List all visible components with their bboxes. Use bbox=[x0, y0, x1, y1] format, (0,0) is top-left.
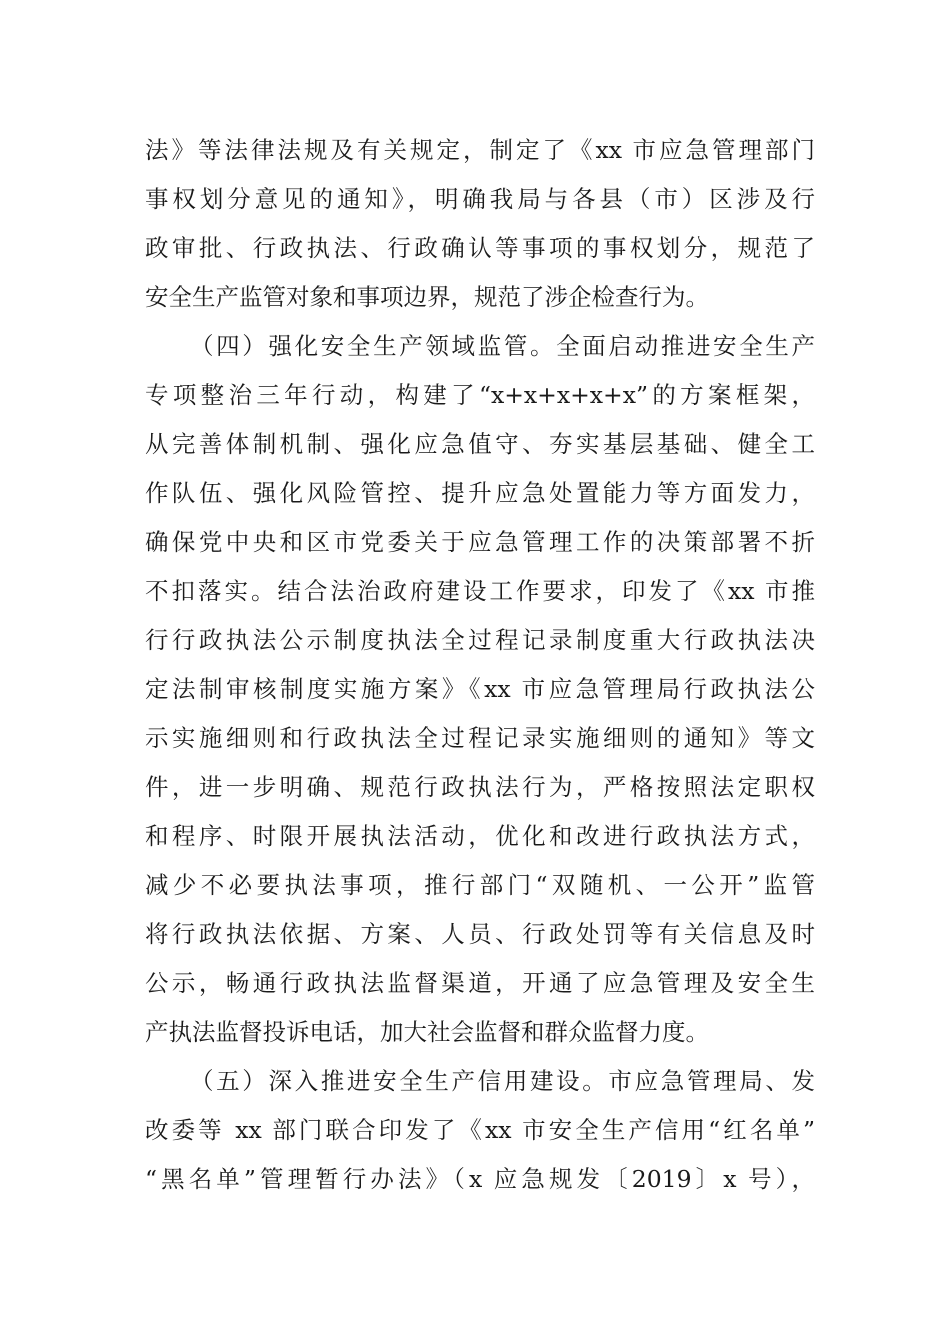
text-line: 作队伍、强化风险管控、提升应急处置能力等方面发力， bbox=[145, 479, 815, 507]
text-line: “黑名单”管理暂行办法》（x 应急规发〔2019〕x 号）， bbox=[145, 1165, 815, 1193]
text-line: 确保党中央和区市党委关于应急管理工作的决策部署不折 bbox=[145, 528, 815, 556]
text-line: 和程序、时限开展执法活动，优化和改进行政执法方式， bbox=[145, 822, 815, 850]
text-line: 安全生产监管对象和事项边界，规范了涉企检查行为。 bbox=[145, 283, 709, 311]
text-line: 法》等法律法规及有关规定，制定了《xx 市应急管理部门 bbox=[145, 136, 815, 164]
text-line: 产执法监督投诉电话，加大社会监督和群众监督力度。 bbox=[145, 1018, 709, 1046]
text-line: 政审批、行政执法、行政确认等事项的事权划分，规范了 bbox=[145, 234, 815, 262]
text-line: 示实施细则和行政执法全过程记录实施细则的通知》等文 bbox=[145, 724, 815, 752]
text-line: 将行政执法依据、方案、人员、行政处罚等有关信息及时 bbox=[145, 920, 815, 948]
text-line: 公示，畅通行政执法监督渠道，开通了应急管理及安全生 bbox=[145, 969, 815, 997]
text-line: 从完善体制机制、强化应急值守、夯实基层基础、健全工 bbox=[145, 430, 815, 458]
text-line: 专项整治三年行动，构建了“x+x+x+x+x”的方案框架， bbox=[145, 381, 815, 409]
text-line: 定法制审核制度实施方案》《xx 市应急管理局行政执法公 bbox=[145, 675, 815, 703]
text-line: 减少不必要执法事项，推行部门“双随机、一公开”监管 bbox=[145, 871, 815, 899]
text-line: 改委等 xx 部门联合印发了《xx 市安全生产信用“红名单” bbox=[145, 1116, 815, 1144]
text-line: 行行政执法公示制度执法全过程记录制度重大行政执法决 bbox=[145, 626, 815, 654]
text-line: 件，进一步明确、规范行政执法行为，严格按照法定职权 bbox=[145, 773, 815, 801]
paragraph-start-line: （五）深入推进安全生产信用建设。市应急管理局、发 bbox=[190, 1067, 815, 1095]
text-line: 不扣落实。结合法治政府建设工作要求，印发了《xx 市推 bbox=[145, 577, 815, 605]
text-line: 事权划分意见的通知》，明确我局与各县（市）区涉及行 bbox=[145, 185, 815, 213]
paragraph-start-line: （四）强化安全生产领域监管。全面启动推进安全生产 bbox=[190, 332, 815, 360]
body-text bbox=[145, 126, 815, 1204]
